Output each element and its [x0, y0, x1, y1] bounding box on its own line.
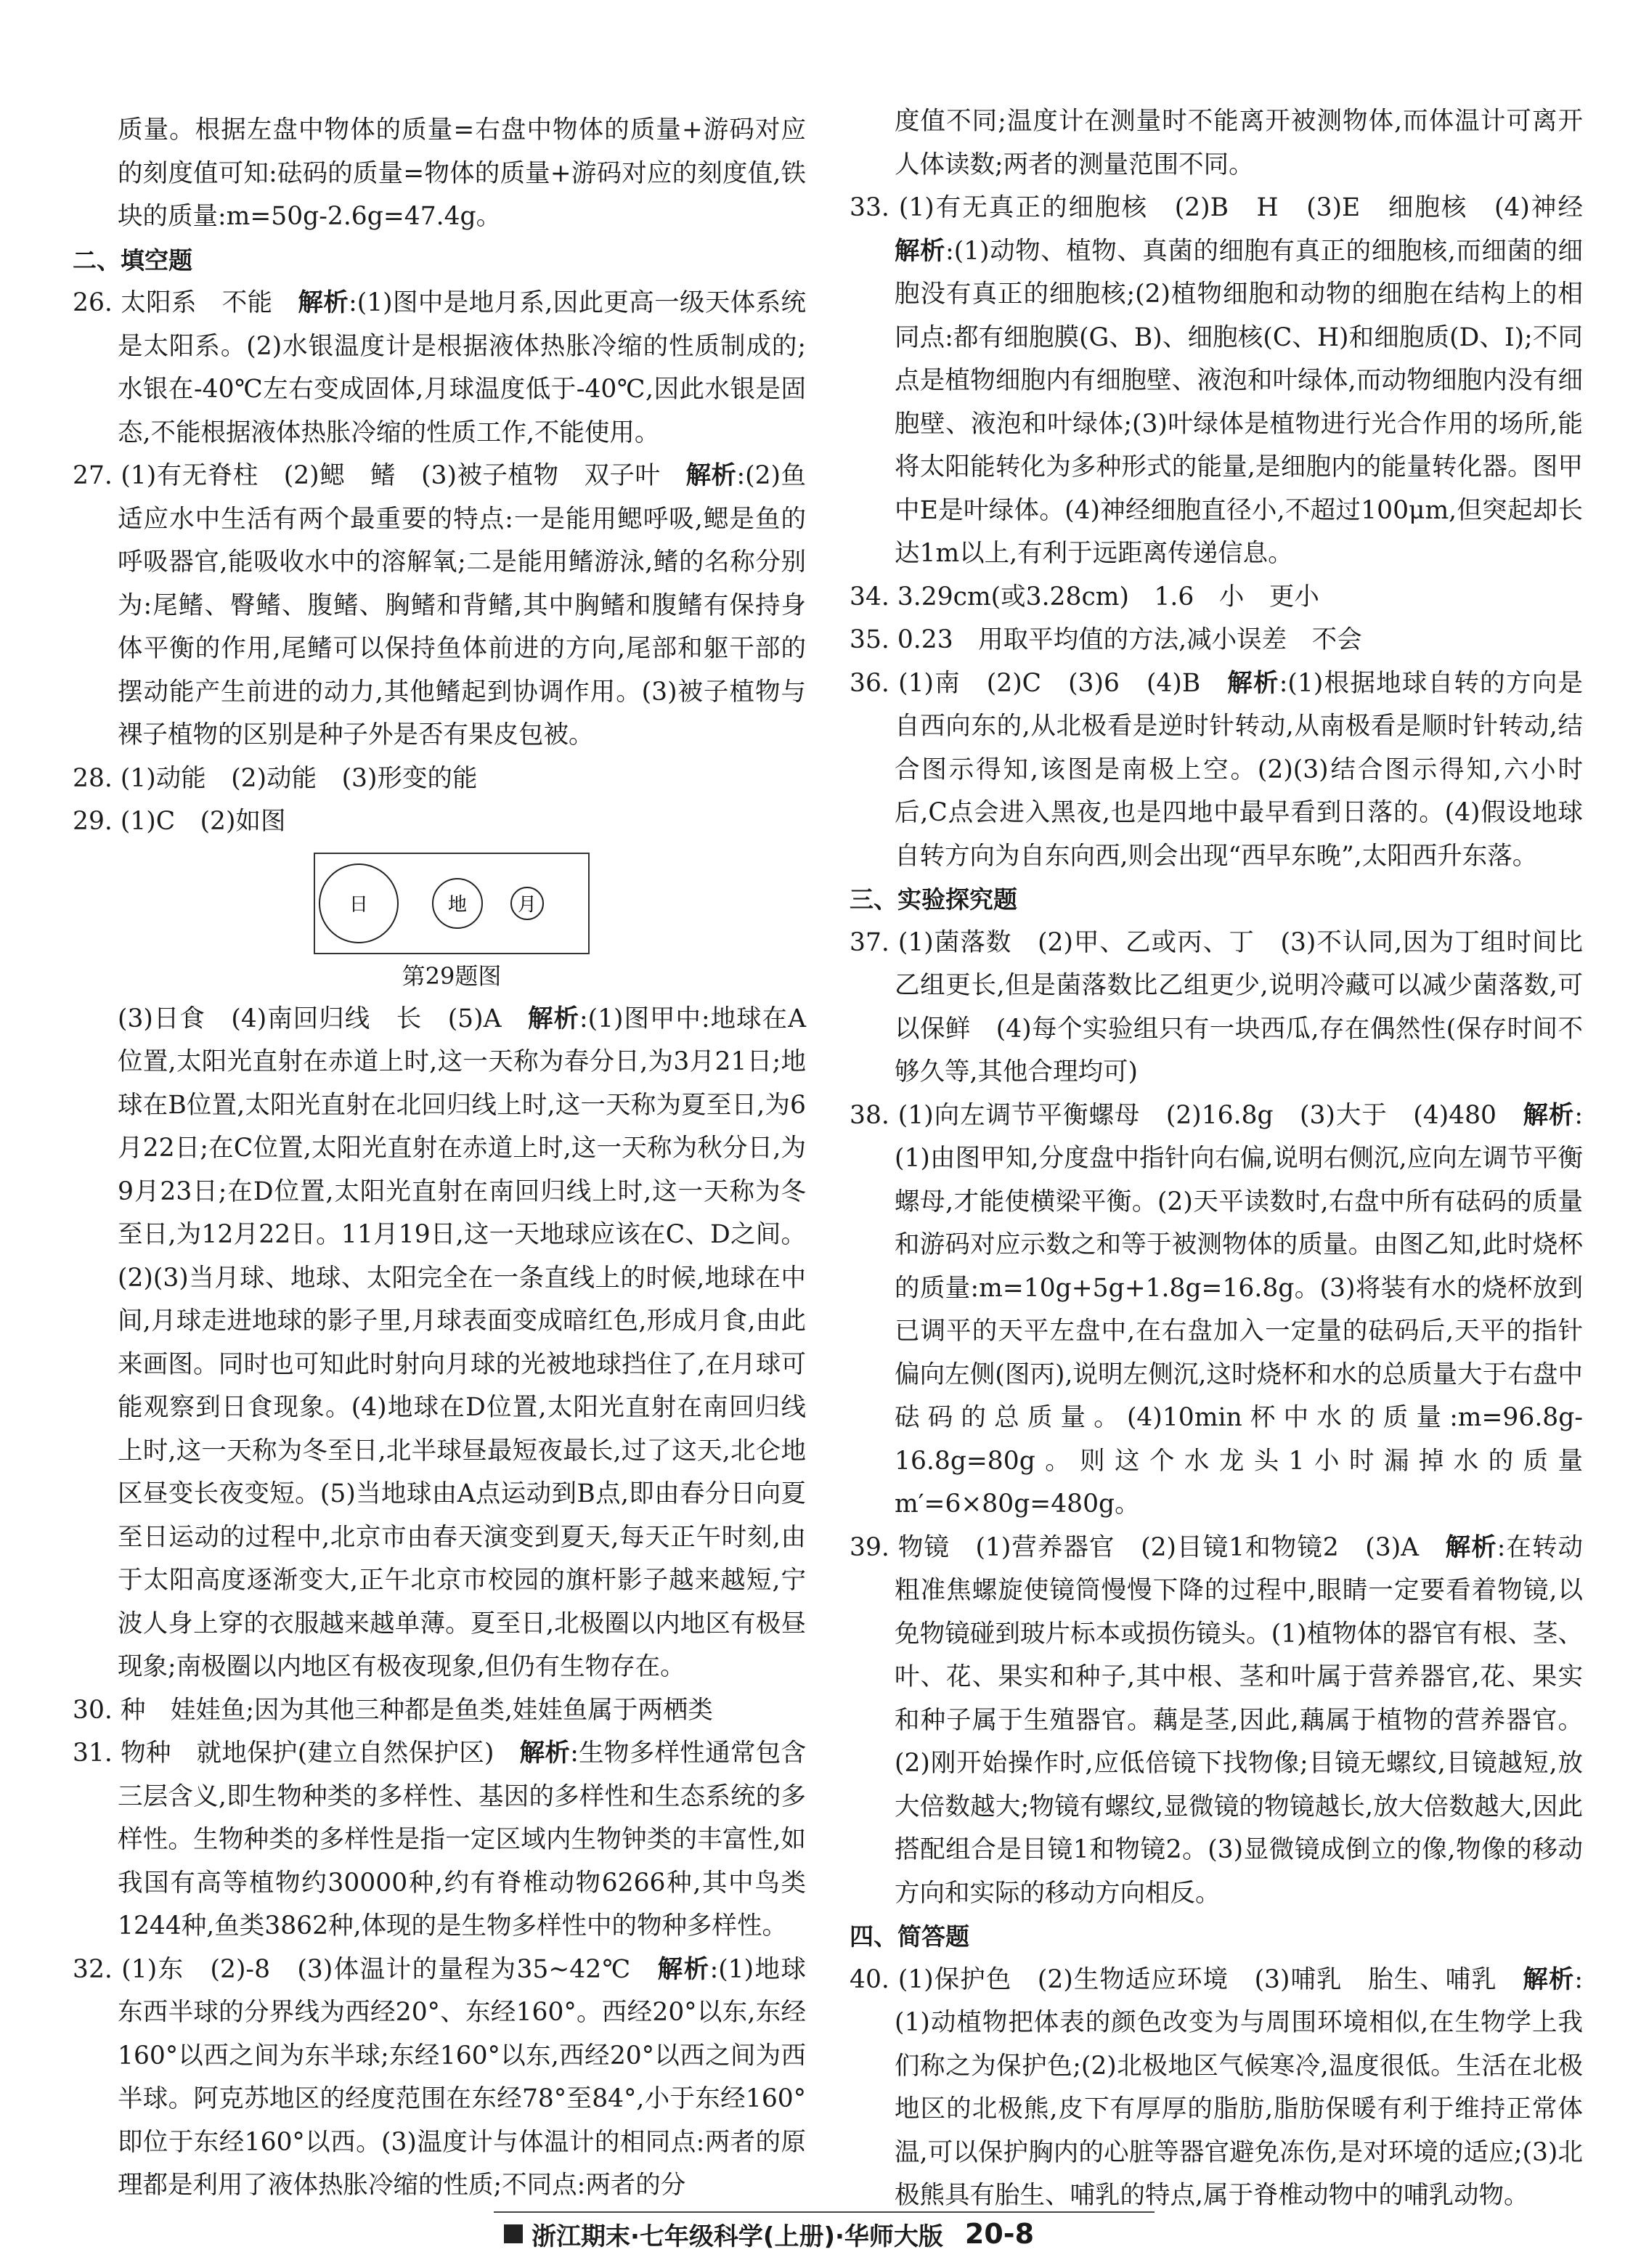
analysis-label: 解析 — [1523, 1100, 1575, 1130]
sun-label: 日 — [349, 893, 369, 916]
analysis-text: :(1)由图甲知,分度盘中指针向右偏,说明右侧沉,应向左调节平衡螺母,才能使横梁平衡。(2)天平读数时,右盘中所有砝码的质量和游码对应示数之和等于被测物体的质量。由图乙知,此时烧杯的质量:m=10g+5g+1.8g=16.8g。(3)将装有水的烧杯放到已调平的天平左盘中,在右盘加入一定量的砝码后,天平的指针偏向左侧(图丙),说明左侧沉,这时烧杯和水的总质量大于右盘中砝码的总质量。(4)10min杯中水的质量:m=96.8g-16.8g=80g。则这个水龙头1小时漏掉水的质量m′=6×80g=480g。 — [895, 1100, 1584, 1519]
answer-text: 29. (1)C (2)如图 — [73, 807, 286, 836]
analysis-text: :(1)图中是地月系,因此更高一级天体系统是太阳系。(2)水银温度计是根据液体热胀冷缩的性质制成的;水银在-40℃左右变成固体,月球温度低于-40℃,因此水银是固态,不能根据液体热胀冷缩的性质工作,不能使用。 — [118, 288, 806, 447]
section-heading: 三、实验探究题 — [850, 885, 1017, 914]
answer-item — [850, 619, 1583, 662]
answer-text: 33. (1)有无真正的细胞核 (2)B H (3)E 细胞核 (4)神经 — [850, 193, 1608, 222]
answer-item — [73, 1689, 806, 1733]
answer-text: 35. 0.23 用取平均值的方法,减小误差 不会 — [850, 625, 1362, 654]
answer-text: 34. 3.29cm(或3.28cm) 1.6 小 更小 — [850, 582, 1319, 611]
right-column — [850, 100, 1608, 2218]
answer-text: 37. (1)菌落数 (2)甲、乙或丙、丁 (3)不认同,因为丁组时间比乙组更长,但是菌落数比乙组更少,说明冷藏可以减少菌落数,可以保鲜 (4)每个实验组只有一块西瓜,存在偶然性(保存时间不够久等,其他合理均可) — [850, 927, 1583, 1086]
answer-item — [850, 1527, 1583, 1916]
moon-label: 月 — [517, 893, 537, 916]
analysis-label: 解析 — [685, 461, 737, 490]
answer-text: 32. (1)东 (2)-8 (3)体温计的量程为35~42℃ — [73, 1954, 658, 1984]
earth-label: 地 — [447, 893, 468, 916]
analysis-text: :生物多样性通常包含三层含义,即生物种类的多样性、基因的多样性和生态系统的多样性。生物种类的多样性是指一定区域内生物钟类的丰富性,如我国有高等植物约30000种,约有脊椎动物6266种,其中鸟类1244种,鱼类3862种,体现的是生物多样性中的物种多样性。 — [118, 1739, 806, 1940]
analysis-label: 解析 — [1227, 668, 1279, 698]
answer-item — [850, 576, 1583, 619]
analysis-label: 解析 — [895, 236, 946, 266]
analysis-label: 解析 — [298, 288, 349, 317]
answer-item — [73, 455, 806, 757]
analysis-label: 解析 — [1523, 1964, 1575, 1994]
analysis-text: :(1)动植物把体表的颜色改变为与周围环境相似,在生物学上我们称之为保护色;(2)北极地区气候寒冷,温度很低。生活在北极地区的北极熊,皮下有厚厚的脂肪,脂肪保暖有利于维持正常体温,可以保护胸内的心脏等器官避免冻伤,是对环境的适应;(3)北极熊具有胎生、哺乳的特点,属于脊椎动物中的哺乳动物。 — [895, 1964, 1583, 2210]
footer-square-icon — [504, 2224, 523, 2243]
answer-item — [850, 187, 1608, 576]
analysis-text: :(1)动物、植物、真菌的细胞有真正的细胞核,而细菌的细胞没有真正的细胞核;(2)植物细胞和动物的细胞在结构上的相同点:都有细胞膜(G、B)、细胞核(C、H)和细胞质(D、I);不同点是植物细胞内有细胞壁、液泡和叶绿体,而动物细胞内没有细胞壁、液泡和叶绿体;(3)叶绿体是植物进行光合作用的场所,能将太阳能转化为多种形式的能量,是细胞内的能量转化器。图甲中E是叶绿体。(4)神经细胞直径小,不超过100μm,但突起却长达1m以上,有利于远距离传递信息。 — [895, 236, 1584, 568]
analysis-text: :(2)鱼适应水中生活有两个最重要的特点:一是能用鳃呼吸,鳃是鱼的呼吸器官,能吸收水中的溶解氧;二是能用鳍游泳,鳍的名称分别为:尾鳍、臀鳍、腹鳍、胸鳍和背鳍,其中胸鳍和腹鳍有保持身体平衡的作用,尾鳍可以保持鱼体前进的方向,尾部和躯干部的摆动能产生前进的动力,其他鳍起到协调作用。(3)被子植物与裸子植物的区别是种子外是否有果皮包被。 — [118, 461, 806, 749]
analysis-text: :在转动粗准焦螺旋使镜筒慢慢下降的过程中,眼睛一定要看着物镜,以免物镜碰到玻片标本或损伤镜头。(1)植物体的器官有根、茎、叶、花、果实和种子,其中根、茎和叶属于营养器官,花、果实和种子属于生殖器官。藕是茎,因此,藕属于植物的营养器官。(2)刚开始操作时,应低倍镜下找物像;目镜无螺纹,目镜越短,放大倍数越大;物镜有螺纹,显微镜的物镜越长,放大倍数越大,因此搭配组合是目镜1和物镜2。(3)显微镜成倒立的像,物像的移动方向和实际的移动方向相反。 — [895, 1532, 1584, 1908]
analysis-label: 解析 — [519, 1739, 571, 1768]
answer-text: 38. (1)向左调节平衡螺母 (2)16.8g (3)大于 (4)480 — [850, 1100, 1523, 1130]
section-heading: 四、简答题 — [850, 1922, 969, 1951]
answer-text: 28. (1)动能 (2)动能 (3)形变的能 — [73, 763, 478, 793]
answer-text: 30. 种 娃娃鱼;因为其他三种都是鱼类,娃娃鱼属于两栖类 — [73, 1695, 713, 1725]
footer-title: 浙江期末·七年级科学(上册)·华师大版 — [532, 2222, 943, 2251]
analysis-label: 解析 — [1445, 1532, 1497, 1562]
answer-text: 26. 太阳系 不能 — [73, 288, 298, 317]
analysis-text: :(1)图甲中:地球在A位置,太阳光直射在赤道上时,这一天称为春分日,为3月21日;地球在B位置,太阳光直射在北回归线上时,这一天称为夏至日,为6月22日;在C位置,太阳光直射在赤道上时,这一天称为秋分日,为9月23日;在D位置,太阳光直射在南回归线上时,这一天称为冬至日,为12月22日。11月19日,这一天地球应该在C、D之间。(2)(3)当月球、地球、太阳完全在一条直线上的时候,地球在中间,月球走进地球的影子里,月球表面变成暗红色,形成月食,由此来画图。同时也可知此时射向月球的光被地球挡住了,在月球可能观察到日食现象。(4)地球在D位置,太阳光直射在南回归线上时,这一天称为冬至日,北半球昼最短夜最长,过了这天,北仑地区昼变长夜变短。(5)当地球由A点运动到B点,即由春分日向夏至日运动的过程中,北京市由春天演变到夏天,每天正午时刻,由于太阳高度逐渐变大,正午北京市校园的旗杆影子越来越短,宁波人身上穿的衣服越来越单薄。夏至日,北极圈以内地区有极昼现象;南极圈以内地区有极夜现象,但仍有生物存在。 — [118, 1004, 807, 1681]
answer-text: 36. (1)南 (2)C (3)6 (4)B — [850, 668, 1228, 698]
page-number: 20-8 — [964, 2218, 1035, 2250]
section-heading: 二、填空题 — [73, 245, 192, 275]
answer-item — [850, 662, 1583, 879]
answer-item — [73, 1732, 806, 1948]
answer-text: 31. 物种 就地保护(建立自然保护区) — [73, 1739, 520, 1768]
sun-earth-moon-diagram — [315, 854, 588, 953]
analysis-text: :(1)地球东西半球的分界线为西经20°、东经160°。西经20°以东,东经160°以西之间为东半球;东经160°以东,西经20°以西之间为西半球。阿克苏地区的经度范围在东经78°至84°,小于东经160°即位于东经160°以西。(3)温度计与体温计的相同点:两者的原理都是利用了液体热胀冷缩的性质;不同点:两者的分 — [118, 1954, 806, 2200]
analysis-label: 解析 — [657, 1954, 710, 1984]
page-footer — [494, 2211, 1155, 2255]
answer-text: 39. 物镜 (1)营养器官 (2)目镜1和物镜2 (3)A — [850, 1532, 1446, 1562]
analysis-text: :(1)根据地球自转的方向是自西向东的,从北极看是逆时针转动,从南极看是顺时针转动,结合图示得知,该图是南极上空。(2)(3)结合图示得知,六小时后,C点会进入黑夜,也是四地中最早看到日落的。(4)假设地球自转方向为自东向西,则会出现“西早东晚”,太阳西升东落。 — [895, 668, 1583, 871]
answer-item — [850, 1959, 1583, 2218]
figure-frame — [314, 853, 590, 954]
answer-continuation — [73, 998, 806, 1689]
figure-29 — [314, 853, 590, 998]
answer-text: (3)日食 (4)南回归线 长 (5)A — [118, 1004, 528, 1033]
answer-item — [850, 922, 1583, 1094]
analysis-label: 解析 — [528, 1004, 579, 1033]
answer-text: 40. (1)保护色 (2)生物适应环境 (3)哺乳 胎生、哺乳 — [850, 1964, 1523, 1994]
figure-caption: 第29题图 — [402, 962, 502, 990]
answer-continuation: 度值不同;温度计在测量时不能离开被测物体,而体温计可离开人体读数;两者的测量范围不同。 — [895, 107, 1583, 179]
answer-item — [850, 1094, 1583, 1527]
answer-continuation: 质量。根据左盘中物体的质量=右盘中物体的质量+游码对应的刻度值可知:砝码的质量=物体的质量+游码对应的刻度值,铁块的质量:m=50g-2.6g=47.4g。 — [118, 115, 806, 231]
answer-item — [73, 757, 806, 801]
answer-item — [73, 282, 806, 455]
answer-text: 27. (1)有无脊柱 (2)鳃 鳍 (3)被子植物 双子叶 — [73, 461, 686, 490]
answer-item — [73, 800, 806, 844]
left-column — [73, 109, 806, 2208]
answer-item — [73, 1948, 806, 2208]
